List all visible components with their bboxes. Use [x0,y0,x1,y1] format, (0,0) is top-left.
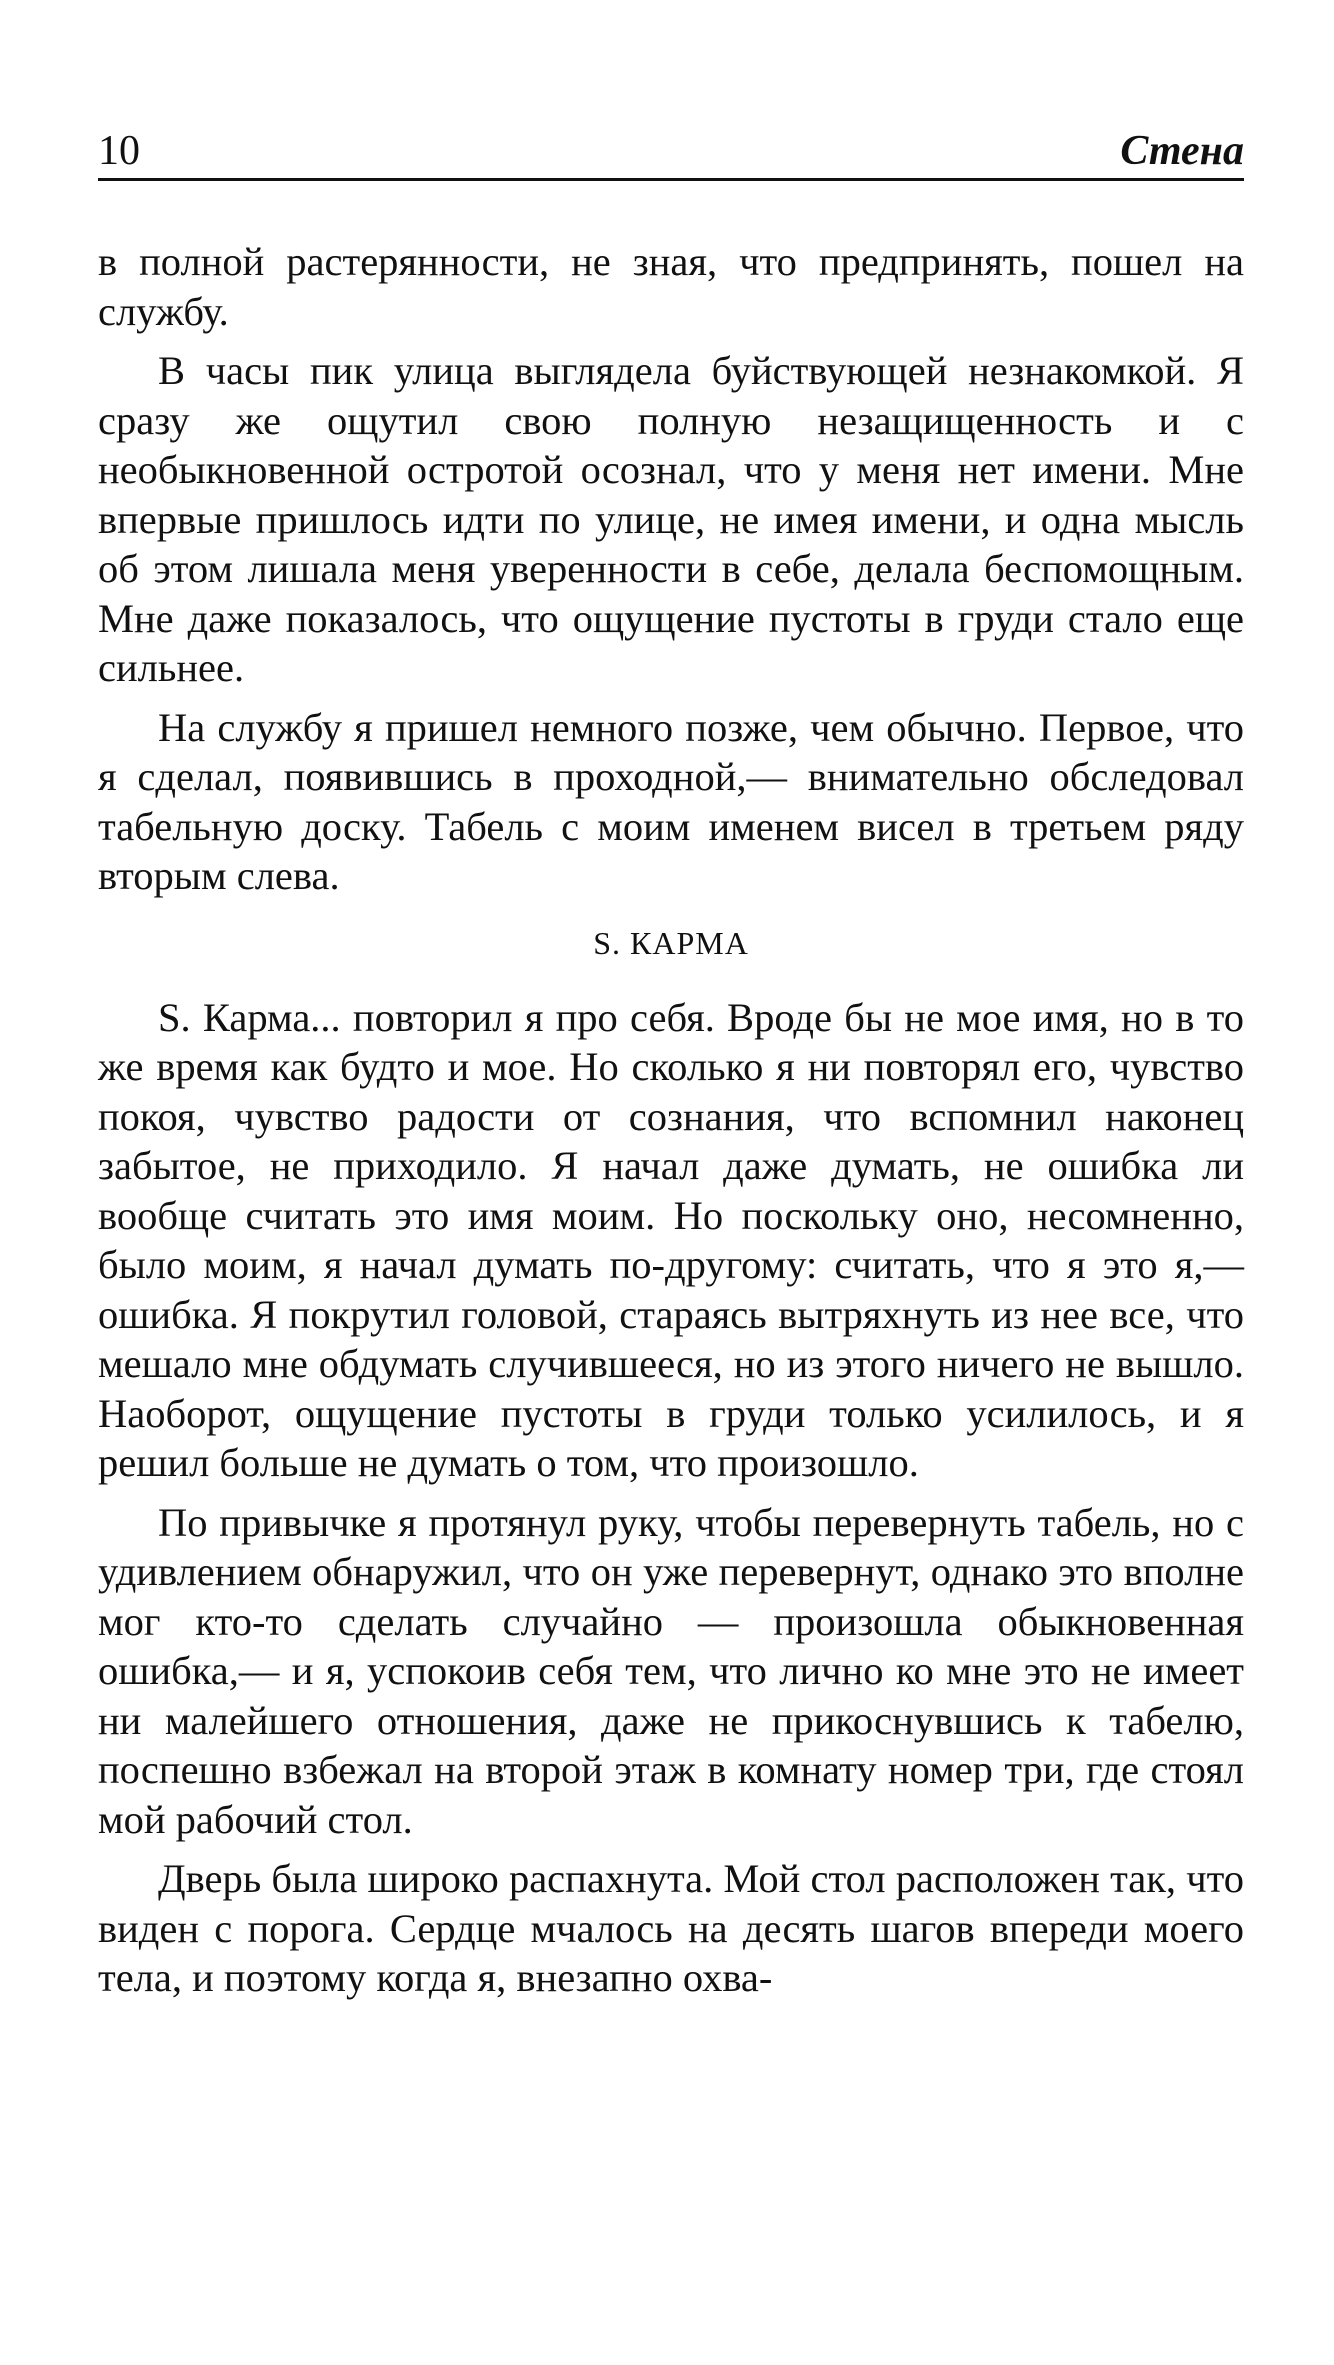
running-title: Стена [1120,128,1244,174]
paragraph-1: в полной растерянности, не зная, что предпринять, пошел на службу. [98,239,1244,334]
paragraph-6: Дверь была широко распахнута. Мой стол расположен так, что виден с порога. Сердце мчалось на десять шагов впереди моего тела, и поэтому когда я, внезапно охва- [98,1856,1244,2000]
body-text [98,237,1244,2003]
paragraph-4: S. Карма... повторил я про себя. Вроде бы не мое имя, но в то же время как будто и мое. Но сколько я ни повторял его, чувство покоя, чувство радости от сознания, что вспомнил наконец забытое, не приходило. Я начал даже думать, не ошибка ли вообще считать это имя моим. Но поскольку оно, несомненно, было моим, я начал думать по-другому: считать, что я это я,— ошибка. Я покрутил головой, стараясь вытряхнуть из нее все, что мешало мне обдумать случившееся, но из этого ничего не вышло. Наоборот, ощущение пустоты в груди только усилилось, и я решил больше не думать о том, что произошло. [98,994,1244,1485]
section-heading: S. КАРМА [593,924,749,961]
page-number: 10 [98,128,140,174]
book-page [98,118,1244,2013]
running-head [98,118,1244,181]
paragraph-5: По привычке я протянул руку, чтобы перевернуть табель, но с удивлением обнаружил, что он уже перевернут, однако это вполне мог кто-то сделать случайно — произошла обыкновенная ошибка,— и я, успокоив себя тем, что лично ко мне это не имеет ни малейшего отношения, даже не прикоснувшись к табелю, поспешно взбежал на второй этаж в комнату номер три, где стоял мой рабочий стол. [98,1499,1244,1842]
paragraph-3: На службу я пришел немного позже, чем обычно. Первое, что я сделал, появившись в проходной,— внимательно обследовал табельную доску. Табель с моим именем висел в третьем ряду вторым слева. [98,704,1244,898]
paragraph-2: В часы пик улица выглядела буйствующей незнакомкой. Я сразу же ощутил свою полную незащищенность и с необыкновенной остротой осознал, что у меня нет имени. Мне впервые пришлось идти по улице, не имея имени, и одна мысль об этом лишала меня уверенности в себе, делала беспомощным. Мне даже показалось, что ощущение пустоты в груди стало еще сильнее. [98,348,1244,690]
